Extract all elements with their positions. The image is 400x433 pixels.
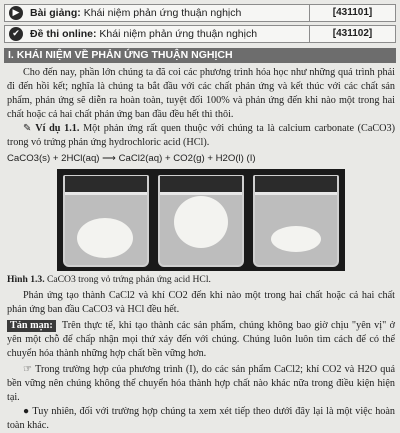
note-text: Trên thực tế, khi tạo thành các sản phẩm, chúng không bao giờ chịu "yên vị" ở yên một chỗ để chấp nhận mọi thứ xảy đến với chúng. Chúng luôn luôn tìm cách để có thể chuyển hóa thành những hợp chất bền vững hơn.: [7, 320, 395, 359]
online-test-link[interactable]: [4, 25, 396, 43]
lecture-link[interactable]: [4, 4, 396, 22]
last-text: Tuy nhiên, đối với trường hợp chúng ta xem xét tiếp theo dưới đây lại là một việc hoàn toàn khác.: [7, 406, 395, 431]
egg-1: [77, 218, 133, 258]
bullet-icon: ●: [23, 406, 30, 417]
lecture-prefix: Bài giảng:: [30, 7, 81, 19]
test-code: [431102]: [309, 25, 395, 43]
hand-pointer-icon: ☞: [23, 364, 33, 375]
figure-number: Hình 1.3.: [7, 274, 45, 285]
figure-caption: [7, 273, 395, 287]
figure-photo: [57, 169, 345, 271]
figure-caption-text: CaCO3 trong vỏ trứng phản ứng acid HCl.: [47, 274, 211, 285]
trend-text: Trong trường hợp của phương trình (I), do các sản phẩm CaCl2; khí CO2 và H2O quá bền vững nên chúng không thể chuyển hóa thành hợp chất nào khác nữa trong điều kiện hiện tại.: [7, 364, 395, 403]
test-title: Khái niệm phản ứng thuận nghịch: [99, 28, 258, 40]
note-label: Tản mạn:: [7, 320, 56, 332]
lecture-code: [431101]: [309, 4, 395, 22]
trend-paragraph: [7, 363, 395, 405]
last-paragraph: [7, 405, 395, 433]
intro-paragraph: Cho đến nay, phần lớn chúng ta đã coi các phương trình hóa học như những quá trình phải đi đến hồi kết; nghĩa là chúng ta bắt đầu với các chất phản ứng và kết thúc với các chất sản phẩm, phản ứng sẽ diễn ra hoàn toàn, tuyệt đối 100% và phản ứng đến khi nào một trong hai chất hoặc cả hai chất phản ứng ban đầu đều hết thì thôi.: [7, 67, 395, 120]
egg-2: [174, 196, 228, 248]
lecture-title: Khái niệm phản ứng thuận nghịch: [83, 7, 242, 19]
check-icon: ✔: [9, 27, 23, 41]
example-paragraph: [7, 122, 395, 150]
play-icon: ▶: [9, 6, 23, 20]
note-paragraph: [7, 319, 395, 361]
document-body: [7, 66, 395, 433]
test-prefix: Đề thi online:: [30, 28, 97, 40]
beaker-1: [63, 175, 149, 267]
beaker-2: [158, 175, 244, 267]
reaction-equation: CaCO3(s) + 2HCl(aq) ⟶ CaCl2(aq) + CO2(g) + H2O(l) (I): [7, 153, 256, 164]
egg-3: [271, 226, 321, 252]
after-figure-paragraph: Phản ứng tạo thành CaCl2 và khí CO2 đến khi nào một trong hai chất hoặc cả hai chất phản ứng ban đầu CaCO3 và HCl đều hết.: [7, 290, 395, 315]
example-text: Một phản ứng rất quen thuộc với chúng ta là calcium carbonate (CaCO3) trong vỏ trứng phản ứng hydrochloric acid (HCl).: [7, 123, 396, 148]
example-label: Ví dụ 1.1.: [35, 123, 80, 134]
pencil-icon: ✎: [23, 123, 32, 134]
lesson-links: [4, 4, 396, 46]
section-heading: I. KHÁI NIỆM VỀ PHẢN ỨNG THUẬN NGHỊCH: [4, 48, 396, 63]
beaker-3: [253, 175, 339, 267]
